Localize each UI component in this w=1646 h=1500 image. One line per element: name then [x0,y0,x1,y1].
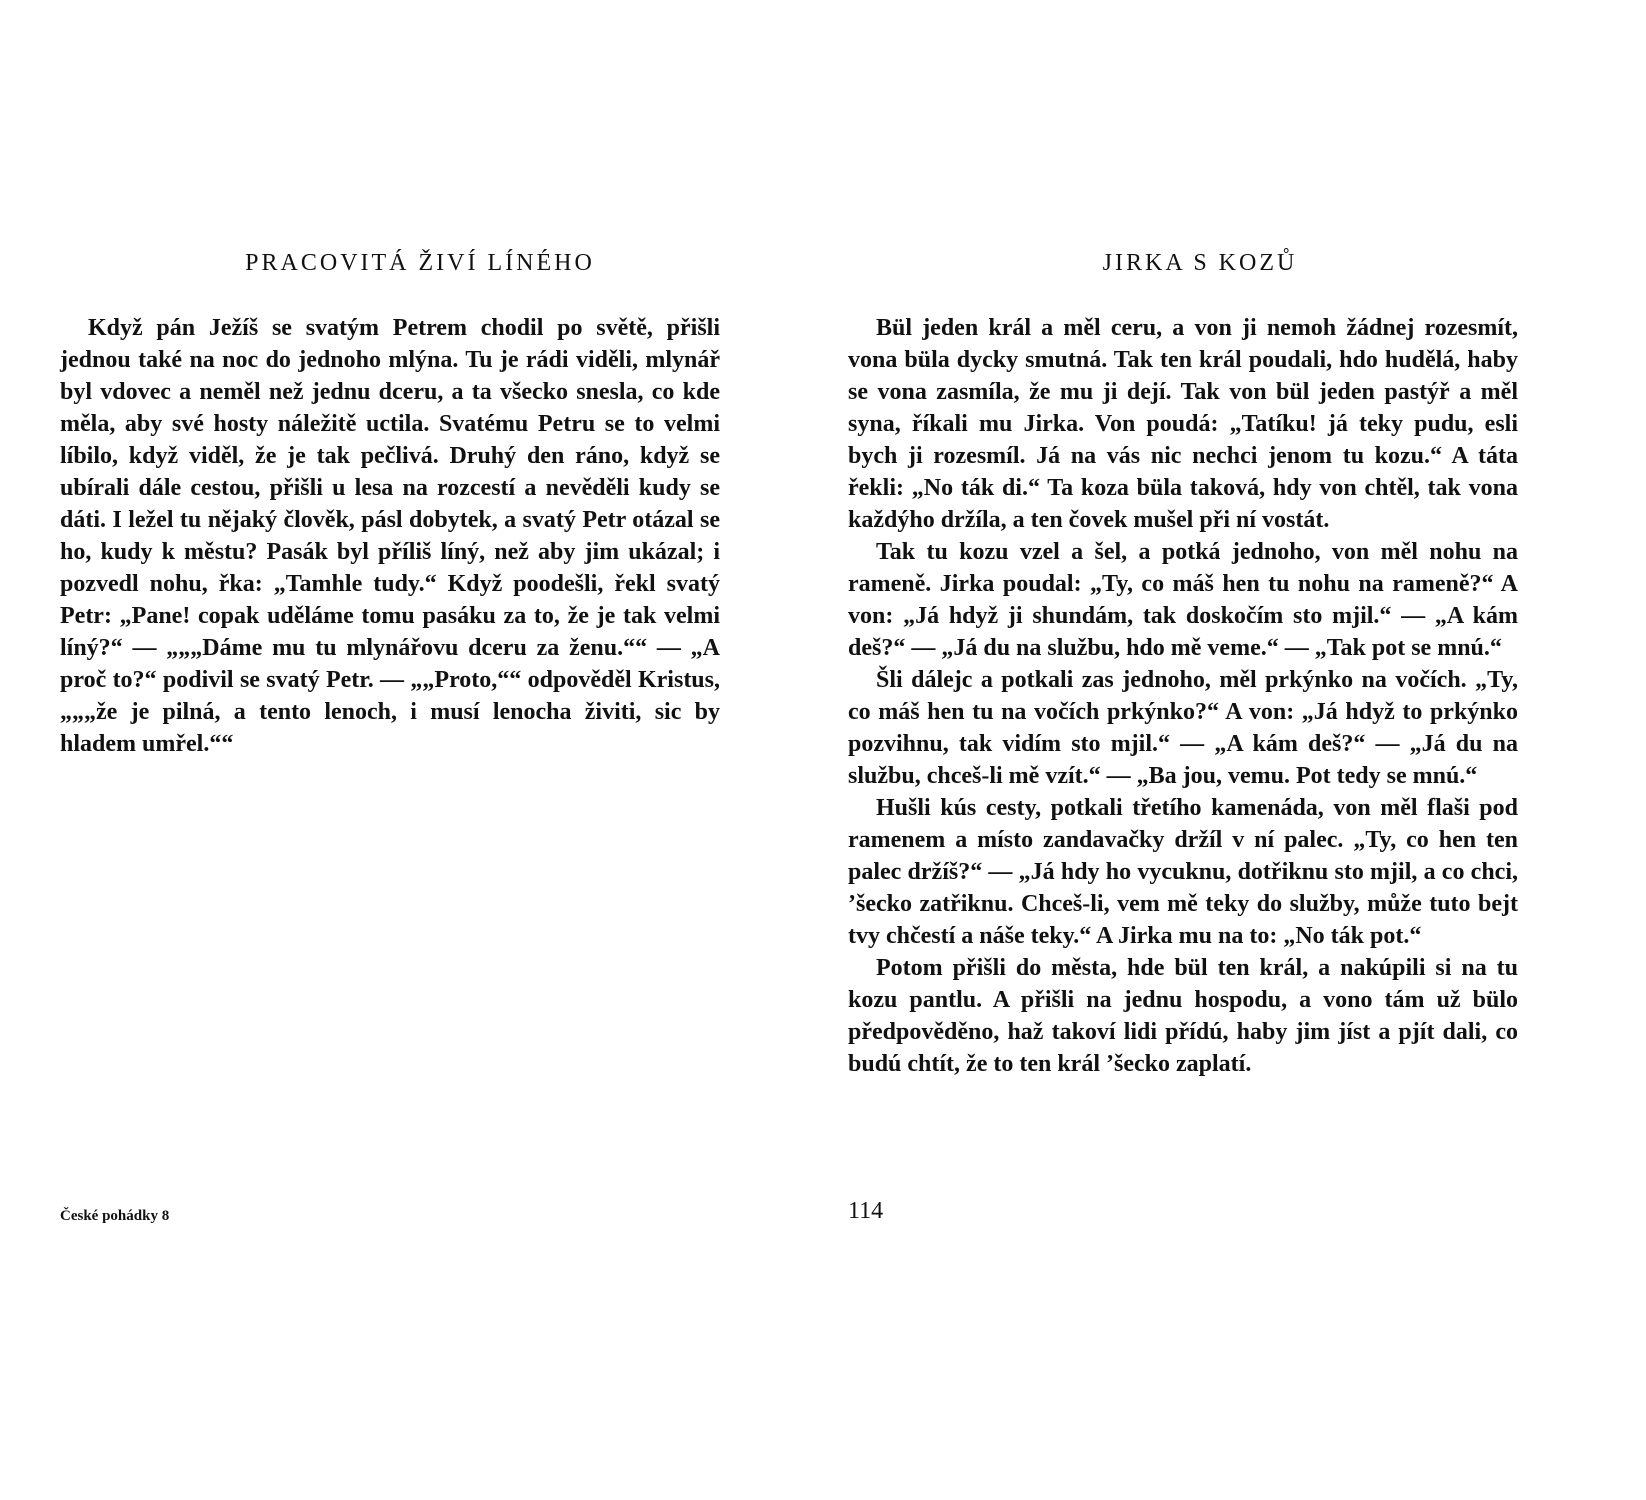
signature-mark: České pohádky 8 [60,1208,170,1224]
left-page-title: PRACOVITÁ ŽIVÍ LÍNÉHO [245,250,595,276]
right-page-title: JIRKA S KOZŮ [1102,250,1298,276]
right-page [848,0,1528,1500]
right-paragraph-4: Hušli kús cesty, potkali třetího kamenáda, von měl flaši pod ramenem a místo zandavačky držíl v ní palec. „Ty, co hen ten palec držíš?“ — „Já hdy ho vycuknu, dotřiknu sto mjil, a co chci, ’šecko zatřiknu. Chceš-li, vem mě teky do služby, může tuto bejt tvy chčestí a náše teky.“ A Jirka mu na to: „No ták pot.“ [848,795,1518,949]
left-page [60,0,760,1500]
left-paragraph-1: Když pán Ježíš se svatým Petrem chodil po světě, přišli jednou také na noc do jednoho mlýna. Tu je rádi viděli, mlynář byl vdovec a neměl než jednu dceru, a ta všecko snesla, co kde měla, aby své hosty náležitě uctila. Svatému Petru se to velmi líbilo, když viděl, že je tak pečlivá. Druhý den ráno, když se ubírali dále cestou, přišli u lesa na rozcestí a nevěděli kudy se dáti. I ležel tu nějaký člověk, pásl dobytek, a svatý Petr otázal se ho, kudy k městu? Pasák byl příliš líný, než aby jim ukázal; i pozvedl nohu, řka: „Tamhle tudy.“ Když poodešli, řekl svatý Petr: „Pane! copak uděláme tomu pasáku za to, že je tak velmi líný?“ — „„„Dáme mu tu mlynářovu dceru za ženu.““ — „A proč to?“ podivil se svatý Petr. — „„Proto,““ odpověděl Kristus, „„„že je pilná, a tento lenoch, i musí lenocha živiti, sic by hladem umřel.““ [60,315,720,757]
right-paragraph-1: Bül jeden král a měl ceru, a von ji nemoh žádnej rozesmít, vona büla dycky smutná. Tak ten král poudali, hdo hudělá, haby se vona zasmíla, že mu ji dejí. Tak von bül jeden pastýř a měl syna, říkali mu Jirka. Von poudá: „Tatíku! já teky pudu, esli bych ji rozesmíl. Já na vás nic nechci jenom tu kozu.“ A táta řekli: „No ták di.“ Ta koza büla taková, hdy von chtěl, tak vona každýho držíla, a ten čovek mušel při ní vostát. [848,315,1518,533]
page-number: 114 [848,1198,884,1224]
left-page-body [60,312,720,760]
right-paragraph-3: Šli dálejc a potkali zas jednoho, měl prkýnko na vočích. „Ty, co máš hen tu na vočích prkýnko?“ A von: „Já hdyž to prkýnko pozvihnu, tak vidím sto mjil.“ — „A kám deš?“ — „Já du na službu, chceš-li mě vzít.“ — „Ba jou, vemu. Pot tedy se mnú.“ [848,667,1518,789]
right-paragraph-5: Potom přišli do města, hde bül ten král, a nakúpili si na tu kozu pantlu. A přišli na jednu hospodu, a vono tám už bülo předpověděno, haž takoví lidi přídú, haby jim jíst a pjít dali, co budú chtít, že to ten král ’šecko zaplatí. [848,955,1518,1077]
right-paragraph-2: Tak tu kozu vzel a šel, a potká jednoho, von měl nohu na rameně. Jirka poudal: „Ty, co máš hen tu nohu na rameně?“ A von: „Já hdyž ji shundám, tak doskočím sto mjil.“ — „A kám deš?“ — „Já du na službu, hdo mě veme.“ — „Tak pot se mnú.“ [848,539,1518,661]
right-page-body [848,312,1518,1080]
